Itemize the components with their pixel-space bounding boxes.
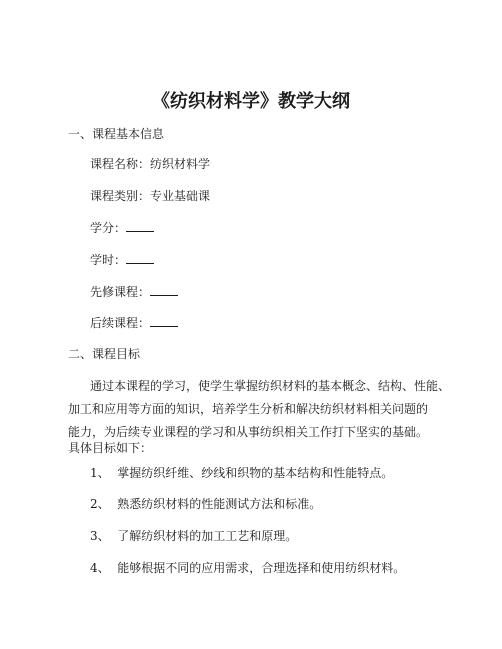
hours-blank — [126, 251, 154, 264]
paragraph-line-1: 通过本课程的学习，使学生掌握纺织材料的基本概念、结构、性能、 — [90, 379, 451, 393]
followup-label: 后续课程： — [90, 316, 151, 330]
followup-row — [90, 314, 178, 331]
credits-row — [90, 219, 154, 236]
list-item — [90, 496, 321, 512]
document-title: 《纺织材料学》教学大纲 — [152, 91, 350, 112]
credits-blank — [126, 219, 154, 232]
list-item-number: 2、 — [90, 497, 110, 511]
followup-blank — [150, 314, 178, 327]
prereq-row — [90, 283, 178, 300]
list-item-text: 熟悉纺织材料的性能测试方法和标准。 — [117, 497, 322, 511]
credits-label: 学分： — [90, 221, 127, 235]
list-item-number: 3、 — [90, 529, 110, 543]
prereq-blank — [150, 283, 178, 296]
section2-heading: 二、课程目标 — [68, 347, 141, 361]
targets-intro: 具体目标如下： — [68, 441, 153, 455]
hours-row — [90, 251, 154, 268]
paragraph-line-3: 能力，为后续专业课程的学习和从事纺织相关工作打下坚实的基础。 — [68, 425, 429, 439]
paragraph-line-2: 加工和应用等方面的知识，培养学生分析和解决纺织材料相关问题的 — [68, 402, 429, 416]
list-item — [90, 465, 393, 481]
list-item-text: 了解纺织材料的加工工艺和原理。 — [117, 529, 298, 543]
list-item — [90, 560, 405, 576]
hours-label: 学时： — [90, 253, 127, 267]
course-name: 课程名称：纺织材料学 — [90, 157, 211, 171]
list-item-number: 4、 — [90, 561, 110, 575]
list-item-text: 掌握纺织纤维、纱线和织物的基本结构和性能特点。 — [117, 466, 394, 480]
course-category: 课程类别：专业基础课 — [90, 189, 211, 203]
list-item-number: 1、 — [90, 466, 110, 480]
list-item-text: 能够根据不同的应用需求，合理选择和使用纺织材料。 — [117, 561, 406, 575]
list-item — [90, 528, 297, 544]
section1-heading: 一、课程基本信息 — [68, 127, 165, 141]
prereq-label: 先修课程： — [90, 285, 151, 299]
